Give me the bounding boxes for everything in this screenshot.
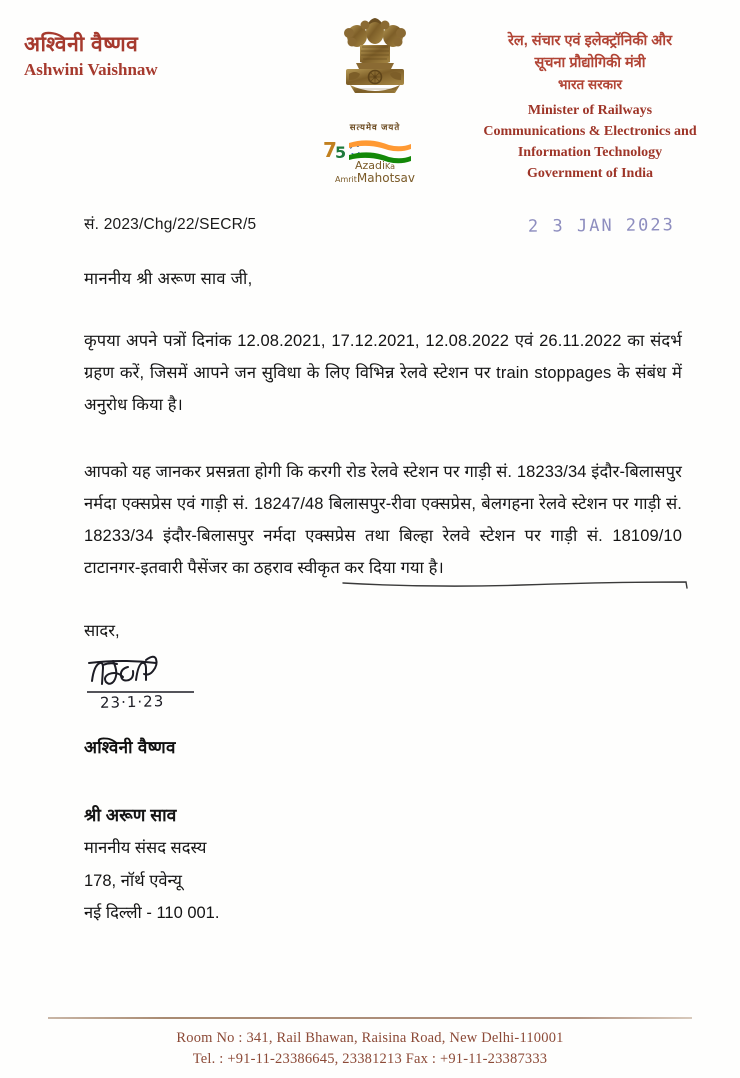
letter-footer: [0, 1017, 740, 1070]
minister-name-english: Ashwini Vaishnaw: [24, 60, 158, 80]
closing-salutation: सादर,: [84, 622, 120, 641]
footer-contact: Tel. : +91-11-23386645, 23381213 Fax : +91-11-23387333: [192, 1050, 548, 1067]
ka-text: Ka: [385, 162, 396, 171]
emblem-motto: सत्यमेव जयते: [349, 122, 401, 132]
ministry-hindi-line-1: रेल, संचार एवं इलेक्ट्रॉनिकी और: [507, 33, 673, 49]
amrit-text: Amrit: [335, 175, 357, 184]
signature-block: [84, 647, 314, 739]
letterhead: [0, 0, 740, 200]
ministry-designation-block: [448, 30, 732, 184]
ministry-english-line-1: Minister of Railways: [527, 102, 653, 118]
signer-name: अश्विनी वैष्णव: [84, 738, 176, 758]
addressee-address-line-2: नई दिल्ली - 110 001.: [84, 903, 220, 922]
paragraph-approval: [84, 456, 682, 585]
letter-body: [0, 200, 740, 929]
addressee-name: श्री अरूण साव: [84, 805, 177, 826]
svg-text:5: 5: [335, 143, 347, 162]
addressee-address-line-1: 178, नॉर्थ एवेन्यू: [84, 871, 182, 890]
handwritten-underline: [342, 580, 690, 590]
salutation: माननीय श्री अरूण साव जी,: [84, 270, 253, 288]
paragraph-approval-text: आपको यह जानकर प्रसन्नता होगी कि करगी रोड रेलवे स्टेशन पर गाड़ी सं. 18233/34 इंदौर-बिलासपुर नर्मदा एक्सप्रेस एवं गाड़ी सं. 18247/48 बिलासपुर-रीवा एक्सप्रेस, बेलगहना रेलवे स्टेशन पर गाड़ी सं. 18233/34 इंदौर-बिलासपुर नर्मदा एक्सप्रेस तथा बिल्हा रेलवे स्टेशन पर गाड़ी सं. 18109/10 टाटानगर-इतवारी पैसेंजर का ठहराव स्वीकृत कर दिया गया है।: [84, 462, 682, 578]
svg-text:7: 7: [323, 138, 337, 162]
addressee-block: [84, 798, 740, 929]
footer-divider: [48, 1017, 692, 1019]
amrit-mahotsav-wordmark: [312, 160, 438, 184]
minister-name-block: [24, 32, 294, 80]
ministry-english-line-4: Government of India: [527, 165, 653, 181]
addressee-designation: माननीय संसद सदस्य: [84, 839, 207, 858]
ministry-english-line-2: Communications & Electronics and: [483, 123, 697, 139]
mahotsav-text: Mahotsav: [356, 171, 415, 185]
ministry-hindi-line-3: भारत सरकार: [558, 76, 622, 92]
signature-date: 23·1·23: [99, 692, 165, 713]
minister-name-hindi: अश्विनी वैष्णव: [24, 33, 139, 56]
date-stamp: 2 3 JAN 2023: [527, 215, 675, 237]
paragraph-reference: कृपया अपने पत्रों दिनांक 12.08.2021, 17.12.2021, 12.08.2022 एवं 26.11.2022 का संदर्भ ग्रहण करें, जिसमें आपने जन सुविधा के लिए विभिन्न रेलवे स्टेशन पर train stoppages के संबंध में अनुरोध किया है।: [84, 332, 682, 415]
ministry-hindi-line-2: सूचना प्रौद्योगिकी मंत्री: [534, 55, 646, 72]
footer-address: Room No : 341, Rail Bhawan, Raisina Road, New Delhi-110001: [176, 1029, 564, 1046]
state-emblem-of-india-icon: [332, 12, 418, 124]
ministry-english-line-3: Information Technology: [517, 144, 663, 160]
reference-number: सं. 2023/Chg/22/SECR/5: [84, 216, 257, 233]
reference-and-date-row: [0, 200, 740, 260]
azadi-text: Azadi: [354, 159, 386, 172]
national-emblem-block: [312, 12, 438, 188]
azadi-ka-amrit-mahotsav-logo: [312, 136, 438, 188]
